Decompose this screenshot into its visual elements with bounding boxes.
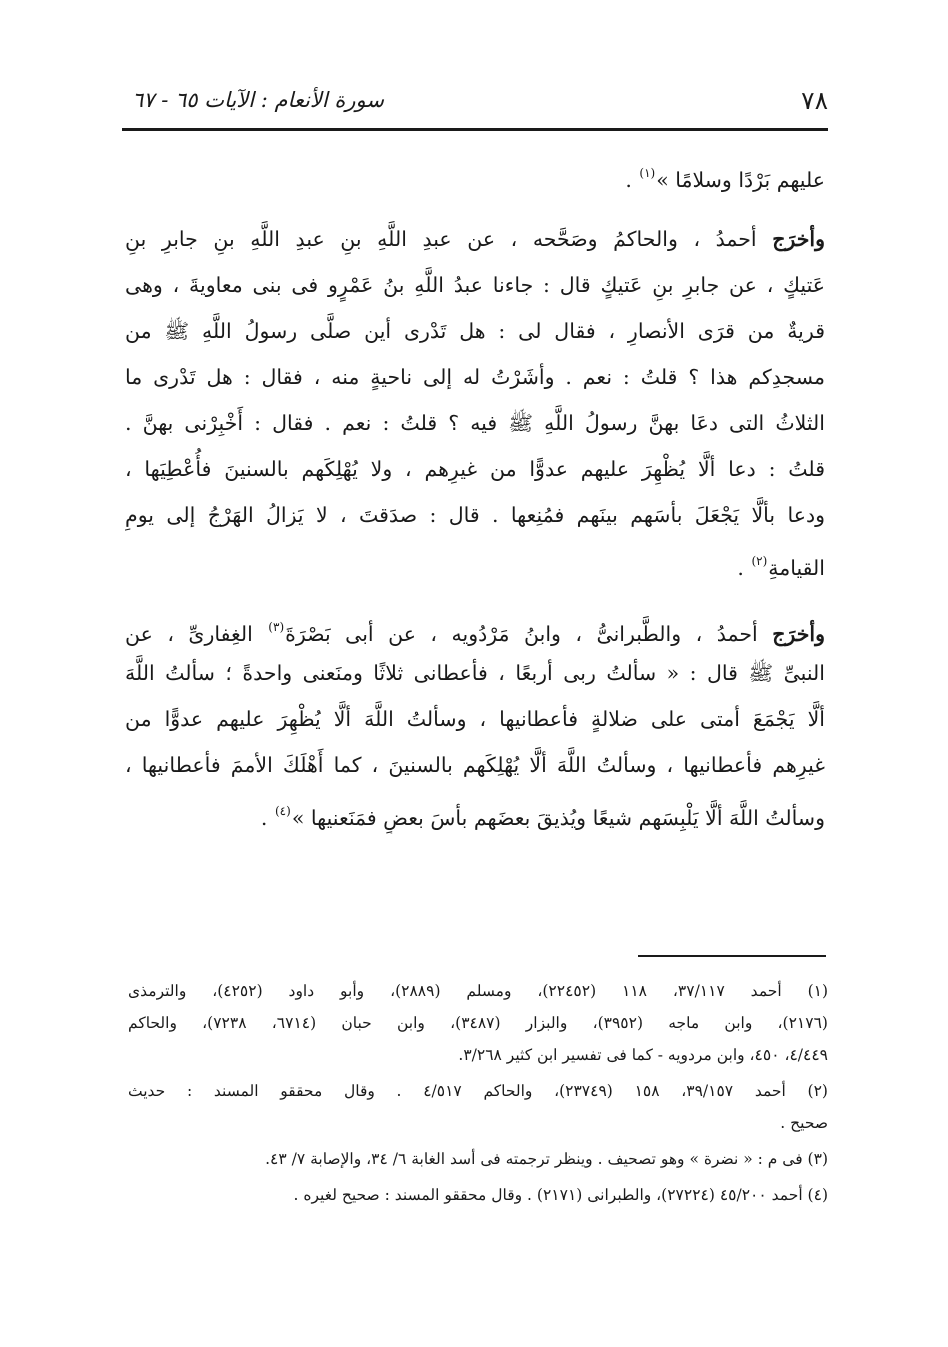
text-segment: أحمدُ ، والطَّبرانىُّ ، وابنُ مَرْدُويه ، عن أبى بَصْرَةَ [285, 622, 773, 646]
text-line: مسجدِكم هذا ؟ قلتُ : نعم . وأشَرْتُ له إلى ناحيةٍ منه ، فقال : هل تَدْرى ما [125, 365, 825, 389]
paragraph-gap [125, 584, 825, 604]
footnote-marker: (٤) [274, 804, 291, 818]
text-line: عَتيكٍ ، عن جابرِ بنِ عَتيكٍ قال : جاءنا عبدُ اللَّهِ بنُ عَمْرٍو فى بنى معاويةَ ، وهى [125, 273, 825, 297]
page-header [122, 72, 828, 128]
text-line [125, 538, 825, 584]
text-line [125, 788, 825, 834]
text-line: ودعا بألَّا يَجْعَلَ بأسَهم بينَهم فمُنِعها . قال : صدَقتَ ، لا يَزالُ الهَرْجُ إلى يومِ [125, 503, 825, 527]
lead-word: وأخرَج [772, 227, 825, 251]
footnotes [128, 975, 828, 1211]
text-segment: عليهم بَرْدًا وسلامًا » [656, 168, 825, 192]
running-title: سورة الأنعام : الآيات ٦٥ - ٦٧ [132, 88, 384, 112]
text-segment: أحمدُ ، والحاكمُ وصَحَّحه ، عن عبدِ اللَّهِ بنِ عبدِ اللَّهِ بنِ جابرِ بنِ [125, 227, 773, 251]
text-line: قريةٌ من قرَى الأنصارِ ، فقال لى : هل تَدْرى أين صلَّى رسولُ اللَّهِ ﷺ من [125, 319, 825, 343]
footnote-line: صحيح . [780, 1114, 828, 1132]
footnote-rule [638, 955, 826, 957]
header-rule [122, 128, 828, 131]
footnote-marker: (٢) [751, 554, 768, 568]
text-line: قلتُ : دعا ألَّا يُظْهِرَ عليهم عدوًّا من غيرِهم ، ولا يُهْلِكَهم بالسنينَ فأُعْطِيَها ، [125, 457, 825, 481]
text-segment: الغِفارىِّ ، عن [125, 622, 268, 646]
text-line [125, 216, 825, 262]
footnote-line: (٢) أحمد ٣٩/١٥٧، ١٥٨ (٢٣٧٤٩)، والحاكم ٤/٥١٧ . وقال محققو المسند : حديث [128, 1082, 828, 1100]
page-number: ٧٨ [801, 85, 828, 115]
main-text [125, 150, 825, 834]
footnote-line: (٢١٧٦)، وابن ماجه (٣٩٥٢)، والبزار (٣٤٨٧)، وابن حبان (٦٧١٤، ٧٢٣٨)، والحاكم [128, 1014, 828, 1032]
text-segment: . [260, 806, 268, 830]
paragraph-gap [125, 196, 825, 216]
footnote-line: (٤) أحمد ٤٥/٢٠٠ (٢٧٢٢٤)، والطبرانى (٢١٧١) . وقال محققو المسند : صحيح لغيره . [293, 1186, 828, 1204]
footnote-marker: (١) [639, 166, 656, 180]
text-line: النبىِّ ﷺ قال : « سألتُ ربى أربعًا ، فأعطانى ثلاثًا ومنَعنى واحدةً ؛ سألتُ اللَّهَ [125, 661, 825, 685]
text-segment: . [625, 168, 632, 192]
footnote-marker: (٣) [268, 620, 285, 634]
footnote-line: (١) أحمد ٣٧/١١٧، ١١٨ (٢٢٤٥٢)، ومسلم (٢٨٨٩)، وأبو داود (٤٢٥٢)، والترمذى [128, 982, 828, 1000]
footnote-line: (٣) فى م : « نضرة » وهو تصحيف . وينظر ترجمته فى أسد الغابة ٦/ ٣٤، والإصابة ٧/ ٤٣. [265, 1150, 828, 1168]
text-line [125, 604, 825, 650]
text-line [125, 150, 825, 196]
footnote-line: ٤/٤٤٩، ٤٥٠، وابن مردويه - كما فى تفسير ابن كثير ٣/٢٦٨. [458, 1046, 828, 1064]
text-line: غيرِهم فأعطانيها ، وسألتُ اللَّهَ ألَّا يُهْلِكَهم بالسنينَ ، كما أَهْلَكَ الأممَ فأعطانيها ، [125, 753, 825, 777]
lead-word: وأخرَج [772, 622, 825, 646]
text-line: الثلاثُ التى دعَا بهنَّ رسولُ اللَّهِ ﷺ فيه ؟ قلتُ : نعم . فقال : أَخْبِرْنى بهنَّ . [125, 411, 825, 435]
text-segment: وسألتُ اللَّهَ ألَّا يَلْبِسَهم شيعًا ويُذيقَ بعضَهم بأسَ بعضٍ فمَنَعنيها » [291, 806, 825, 830]
text-segment: . [737, 556, 744, 580]
text-line: ألَّا يَجْمَعَ أمتى على ضلالةٍ فأعطانيها ، وسألتُ اللَّهَ ألَّا يُظْهِرَ عليهم عدوًّا من [125, 707, 825, 731]
text-segment: القيامةِ [768, 556, 825, 580]
